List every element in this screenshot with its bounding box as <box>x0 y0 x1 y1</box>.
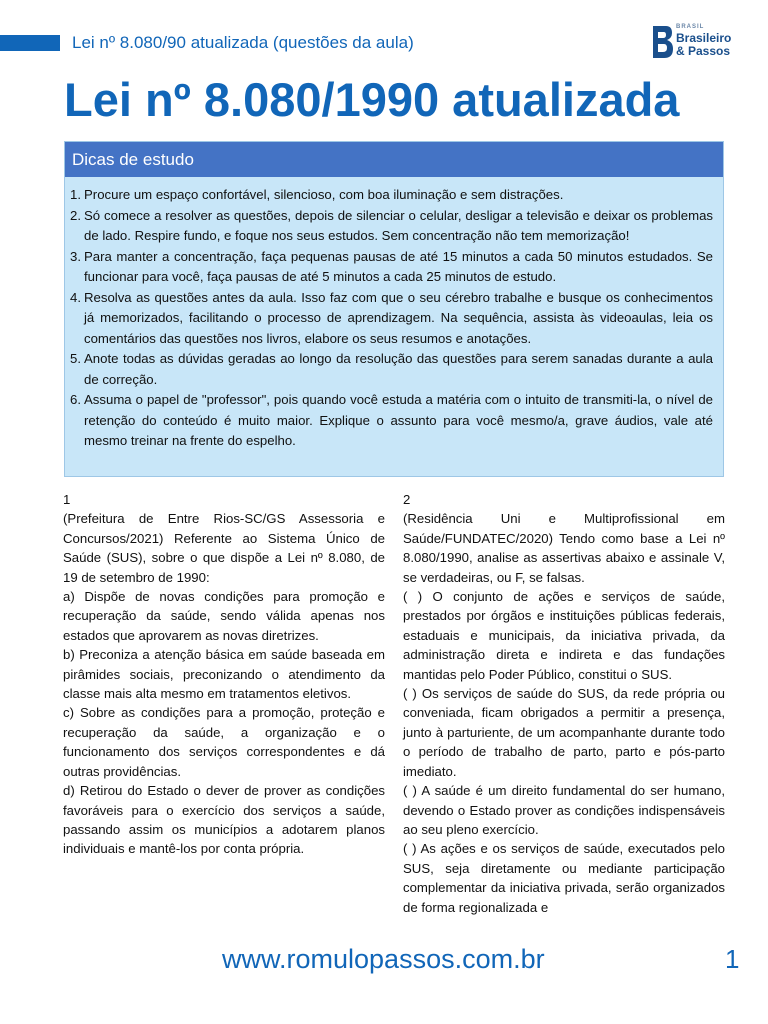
header-accent-bar <box>0 35 60 51</box>
logo-text-line1: BRASIL <box>676 24 705 30</box>
question-2 <box>403 490 725 917</box>
tip-item: 4. Resolva as questões antes da aula. Isso faz com que o seu cérebro trabalhe e busque os conhecimentos já memorizados, facilitando o processo de aprendizagem. Na sequência, assista às videoaulas, leia os comentários das questões nos livros, elabore os seus resumos e anotações. <box>70 289 713 346</box>
question-option: c) Sobre as condições para a promoção, proteção e recuperação da saúde, a organização e o funcionamento dos serviços correspondentes e dá outras providências. <box>63 705 385 779</box>
study-tips-list <box>65 177 723 452</box>
question-statement: ( ) As ações e os serviços de saúde, executados pelo SUS, seja diretamente ou mediante participação complementar da iniciativa privada, serão organizados de forma regionalizada e <box>403 841 725 915</box>
tip-item: 1. Procure um espaço confortável, silencioso, com boa iluminação e sem distrações. <box>70 187 564 202</box>
logo-text-line2: Brasileiro <box>676 31 732 45</box>
page-number: 1 <box>725 944 740 974</box>
logo-mark-icon <box>650 24 674 60</box>
footer-website-link[interactable]: www.romulopassos.com.br <box>222 944 545 974</box>
header-title: Lei nº 8.080/90 atualizada (questões da aula) <box>72 33 414 52</box>
tip-item: 6. Assuma o papel de "professor", pois quando você estuda a matéria com o intuito de transmiti-la, o nível de retenção do conteúdo é muito maior. Explique o assunto para você mesmo/a, grave áudios, vale até mesmo treinar na frente do espelho. <box>70 392 713 448</box>
question-option: b) Preconiza a atenção básica em saúde baseada em pirâmides sociais, preconizando o atendimento da classe mais alta mesmo em tratamentos eletivos. <box>63 647 385 702</box>
question-number: 2 <box>403 492 411 507</box>
question-1 <box>63 490 385 859</box>
tip-item: 5. Anote todas as dúvidas geradas ao longo da resolução das questões para serem sanadas durante a aula de correção. <box>70 351 713 387</box>
question-statement: ( ) O conjunto de ações e serviços de saúde, prestados por órgãos e instituições públicas federais, estaduais e municipais, da iniciativa privada, da administração direta e indireta e das fundações mantidas pelo Poder Público, constitui o SUS. <box>403 589 725 682</box>
study-tips-box <box>64 141 724 477</box>
page-title: Lei nº 8.080/1990 atualizada <box>64 73 680 126</box>
question-number: 1 <box>63 492 71 507</box>
question-statement: ( ) A saúde é um direito fundamental do ser humano, devendo o Estado prover as condições indispensáveis ao seu pleno exercício. <box>403 783 725 837</box>
question-statement: ( ) Os serviços de saúde do SUS, da rede própria ou conveniada, ficam obrigados a permitir a presença, junto à parturiente, de um acompanhante durante todo o período de trabalho de parto, parto e pós-parto imediato. <box>403 686 725 779</box>
study-tips-heading: Dicas de estudo <box>65 142 723 177</box>
question-stem: (Prefeitura de Entre Rios-SC/GS Assessoria e Concursos/2021) Referente ao Sistema Único de Saúde (SUS), sobre o que dispõe a Lei nº 8.080, de 19 de setembro de 1990: <box>63 511 385 585</box>
publisher-logo <box>650 24 742 60</box>
tip-item: 3. Para manter a concentração, faça pequenas pausas de até 15 minutos a cada 50 minutos estudados. Se funcionar para você, faça pausas de até 5 minutos a cada 25 minutos de estudo. <box>70 248 713 284</box>
question-option: a) Dispõe de novas condições para promoção e recuperação da saúde, sendo válida apenas nos estados que aprovarem as novas diretrizes. <box>63 589 385 643</box>
question-stem: (Residência Uni e Multiprofissional em Saúde/FUNDATEC/2020) Tendo como base a Lei nº 8.080/1990, analise as assertivas abaixo e assinale V, se verdadeiras, ou F, se falsas. <box>403 511 725 585</box>
question-option: d) Retirou do Estado o dever de prover as condições favoráveis para o exercício dos serviços a saúde, passando assim os municípios a adotarem planos individuais e mantê-los por conta própria. <box>63 783 385 857</box>
tip-item: 2. Só comece a resolver as questões, depois de silenciar o celular, desligar a televisão e deixar os problemas de lado. Respire fundo, e foque nos seus estudos. Sem concentração não tem memorização! <box>70 207 713 243</box>
logo-text-line3: & Passos <box>676 44 731 58</box>
